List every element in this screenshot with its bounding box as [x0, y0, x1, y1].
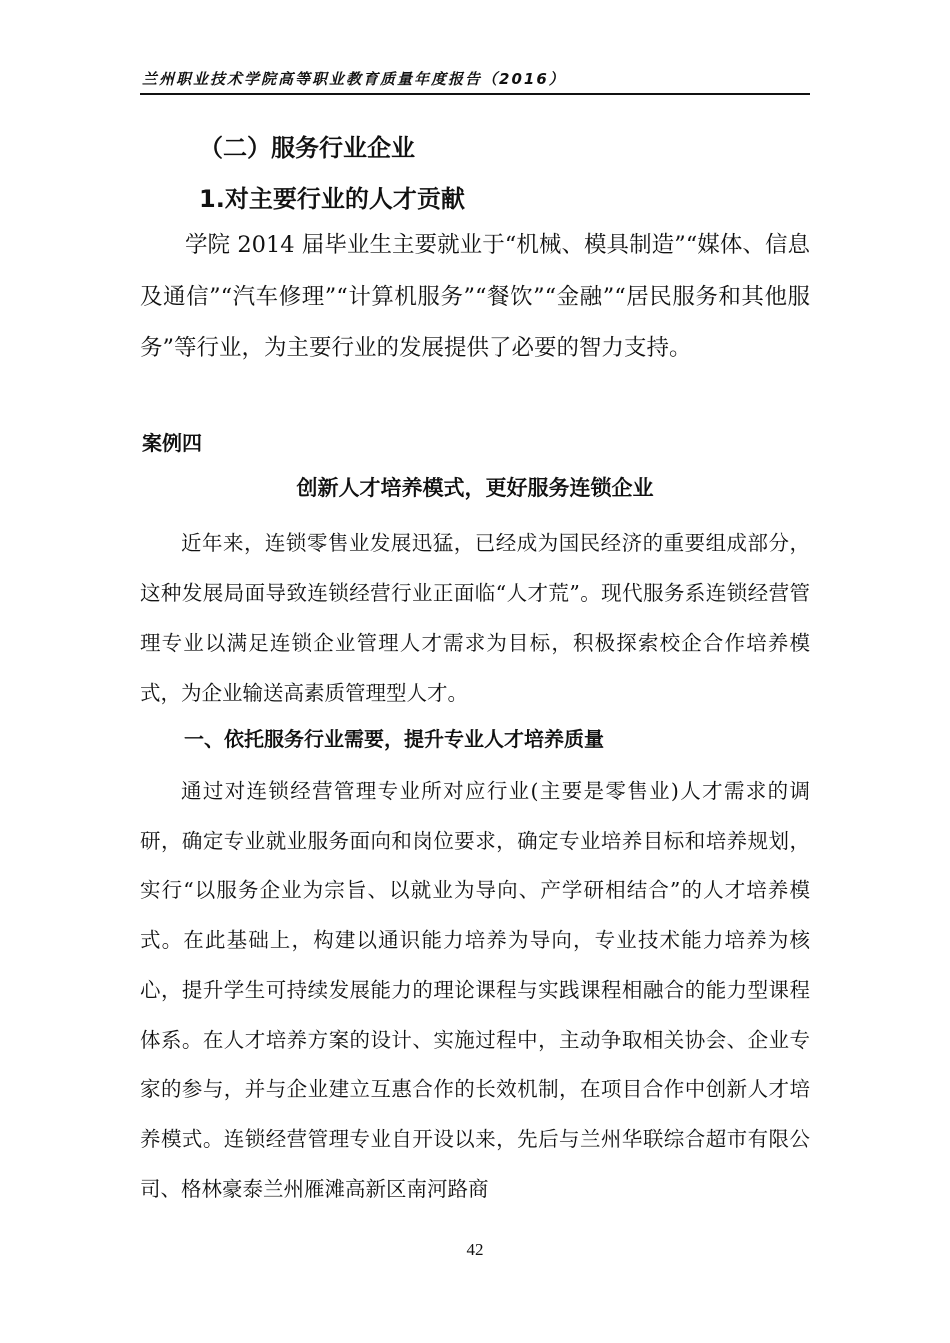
case-point-heading: 一、依托服务行业需要，提升专业人才培养质量 — [184, 727, 604, 751]
case-point-paragraph: 通过对连锁经营管理专业所对应行业(主要是零售业)人才需求的调研，确定专业就业服务面向和岗位要求，确定专业培养目标和培养规划，实行“以服务企业为宗旨、以就业为导向、产学研相结合”的人才培养模式。在此基础上，构建以通识能力培养为导向，专业技术能力培养为核心，提升学生可持续发展能力的理论课程与实践课程相融合的能力型课程体系。在人才培养方案的设计、实施过程中，主动争取相关协会、企业专家的参与，并与企业建立互惠合作的长效机制，在项目合作中创新人才培养模式。连锁经营管理专业自开设以来，先后与兰州华联综合超市有限公司、格林豪泰兰州雁滩高新区南河路商 — [140, 779, 810, 1201]
case-label: 案例四 — [142, 431, 202, 455]
running-header: 兰州职业技术学院高等职业教育质量年度报告（2016） — [142, 70, 566, 88]
page-number: 42 — [466, 1240, 484, 1259]
case-title: 创新人才培养模式，更好服务连锁企业 — [296, 476, 654, 500]
header-divider — [140, 93, 810, 95]
case-intro-paragraph: 近年来，连锁零售业发展迅猛，已经成为国民经济的重要组成部分，这种发展局面导致连锁经营行业正面临“人才荒”。现代服务系连锁经营管理专业以满足连锁企业管理人才需求为目标，积极探索校企合作培养模式，为企业输送高素质管理型人才。 — [140, 531, 810, 705]
section-subheading: 1.对主要行业的人才贡献 — [199, 185, 465, 213]
body-paragraph: 学院 2014 届毕业生主要就业于“机械、模具制造”“媒体、信息及通信”“汽车修理”“计算机服务”“餐饮”“金融”“居民服务和其他服务”等行业，为主要行业的发展提供了必要的智力支持。 — [140, 232, 810, 361]
section-heading: （二）服务行业企业 — [199, 134, 415, 162]
